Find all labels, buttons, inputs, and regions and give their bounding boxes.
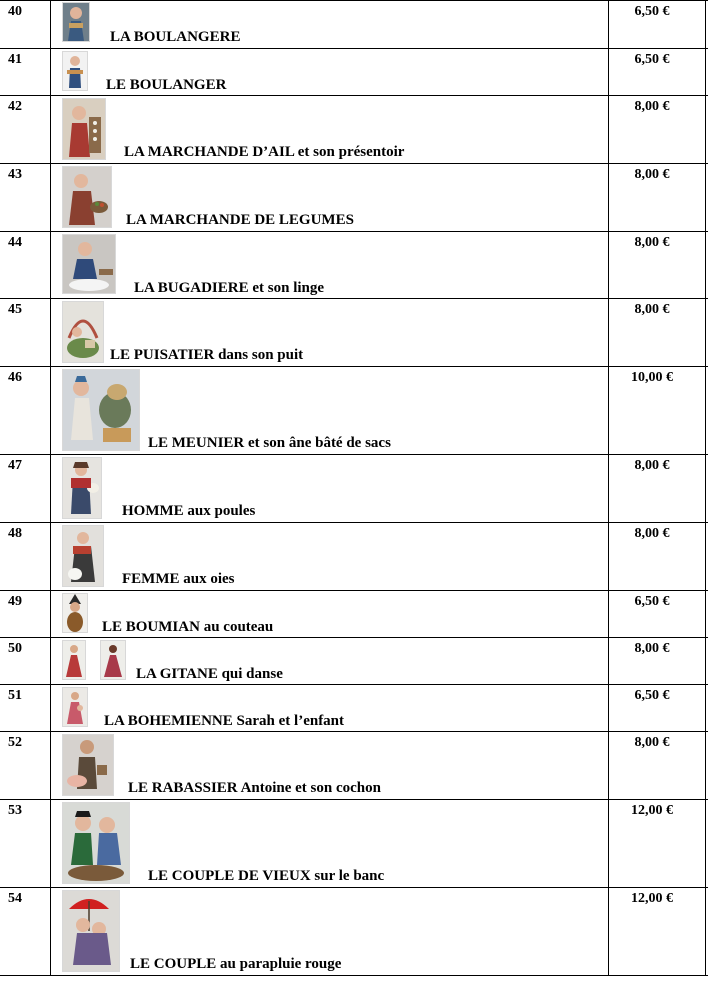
item-price: 10,00 € <box>631 370 673 385</box>
table-row <box>0 366 708 454</box>
table-row <box>0 454 708 522</box>
item-description: HOMME aux poules <box>122 503 256 519</box>
item-description: LA MARCHANDE DE LEGUMES <box>126 212 354 228</box>
item-price: 8,00 € <box>634 302 670 317</box>
item-number: 40 <box>8 4 22 19</box>
item-number: 50 <box>8 641 22 656</box>
item-price: 6,50 € <box>634 52 670 67</box>
item-number: 44 <box>8 235 22 250</box>
santon-boulanger-icon <box>62 51 88 91</box>
item-number: 45 <box>8 302 22 317</box>
item-description: LE COUPLE DE VIEUX sur le banc <box>148 868 385 884</box>
item-number: 41 <box>8 52 22 67</box>
table-row <box>0 163 708 231</box>
table-row <box>0 637 708 684</box>
item-description: LE BOULANGER <box>106 77 227 93</box>
item-description: LE BOUMIAN au couteau <box>102 619 274 635</box>
santon-boumian-icon <box>62 593 88 633</box>
santon-bohemienne-icon <box>62 687 88 727</box>
table-row <box>0 0 708 48</box>
item-number: 51 <box>8 688 22 703</box>
santon-gitane-icon <box>62 640 86 680</box>
item-description: LE RABASSIER Antoine et son cochon <box>128 780 381 796</box>
item-description: LA GITANE qui danse <box>136 666 283 682</box>
santon-couple-parapluie-icon <box>62 890 120 972</box>
item-price: 6,50 € <box>634 594 670 609</box>
santon-gitane-back-icon <box>100 640 126 680</box>
table-row <box>0 731 708 799</box>
item-price: 8,00 € <box>634 458 670 473</box>
item-number: 46 <box>8 370 22 385</box>
item-price: 12,00 € <box>631 803 673 818</box>
table-row <box>0 590 708 637</box>
item-description: LE COUPLE au parapluie rouge <box>130 956 342 972</box>
santon-marchande-legumes-icon <box>62 166 112 228</box>
item-description: LE PUISATIER dans son puit <box>110 347 304 363</box>
item-price: 8,00 € <box>634 99 670 114</box>
table-row <box>0 799 708 887</box>
item-price: 8,00 € <box>634 526 670 541</box>
item-description: LA BUGADIERE et son linge <box>134 280 325 296</box>
table-row <box>0 298 708 366</box>
item-number: 52 <box>8 735 22 750</box>
santon-marchande-ail-icon <box>62 98 106 160</box>
item-number: 48 <box>8 526 22 541</box>
item-price: 8,00 € <box>634 735 670 750</box>
santon-rabassier-icon <box>62 734 114 796</box>
item-description: LA MARCHANDE D’AIL et son présentoir <box>124 144 405 160</box>
item-price: 6,50 € <box>634 4 670 19</box>
table-row <box>0 95 708 163</box>
item-price: 8,00 € <box>634 641 670 656</box>
table-row <box>0 887 708 976</box>
item-number: 43 <box>8 167 22 182</box>
item-number: 49 <box>8 594 22 609</box>
santon-femme-oies-icon <box>62 525 104 587</box>
table-row <box>0 684 708 731</box>
table-row <box>0 522 708 590</box>
item-number: 42 <box>8 99 22 114</box>
table-row <box>0 231 708 298</box>
item-price: 6,50 € <box>634 688 670 703</box>
santon-homme-poules-icon <box>62 457 102 519</box>
santon-meunier-icon <box>62 369 140 451</box>
item-number: 47 <box>8 458 22 473</box>
item-number: 53 <box>8 803 22 818</box>
santon-couple-vieux-icon <box>62 802 130 884</box>
item-description: FEMME aux oies <box>122 571 235 587</box>
item-description: LE MEUNIER et son âne bâté de sacs <box>148 435 391 451</box>
item-number: 54 <box>8 891 22 906</box>
santon-bugadiere-icon <box>62 234 116 294</box>
item-description: LA BOHEMIENNE Sarah et l’enfant <box>104 713 345 729</box>
item-price: 12,00 € <box>631 891 673 906</box>
item-price: 8,00 € <box>634 167 670 182</box>
item-description: LA BOULANGERE <box>110 29 241 45</box>
santon-boulangere-icon <box>62 2 90 42</box>
santon-puisatier-icon <box>62 301 104 363</box>
table-row <box>0 48 708 95</box>
item-price: 8,00 € <box>634 235 670 250</box>
